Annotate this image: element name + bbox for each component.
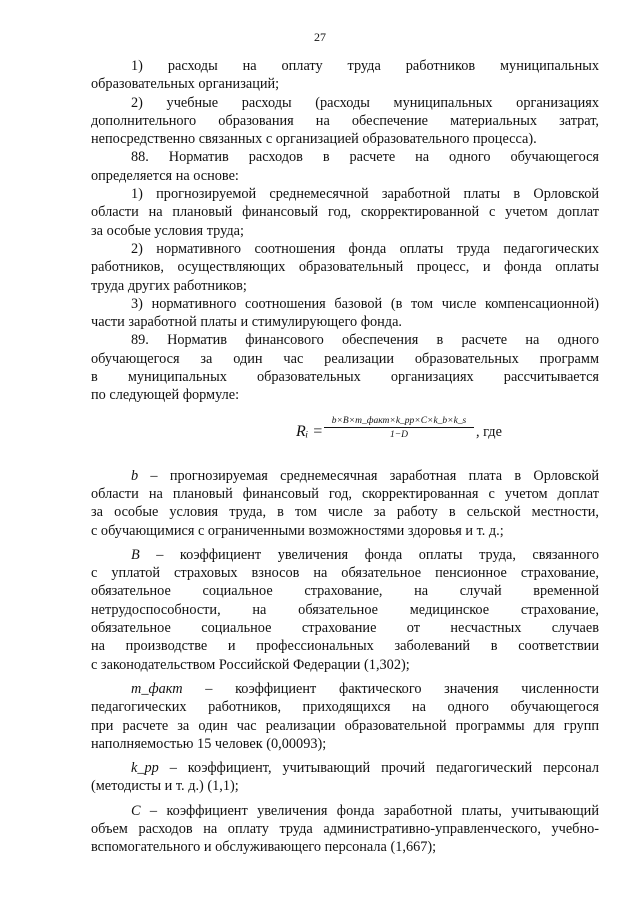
document-body [91,57,599,863]
text-line: обучающегося за один час реализации образовательных программ [91,350,599,367]
paragraph-gap [91,857,599,863]
text-line: 89. Норматив финансового обеспечения в расчете на одного [131,332,599,349]
definition-line [91,802,599,820]
definition-text: обязательное социальное страхование от несчастных случаев [91,620,599,637]
definition-text: нетрудоспособности, на обязательное медицинское страхование, [91,601,599,618]
text-line: труда других работников; [91,277,247,294]
definition-symbol: k_pp [131,760,159,777]
definition-line [91,680,599,698]
definition-text: при расчете за один час реализации образовательной программы для групп [91,717,599,734]
text-line: непосредственно связанных с организацией образовательного процесса). [91,131,537,148]
definition-text: наполняемостью 15 человек (0,00093); [91,735,327,752]
definition-text: (методисты и т. д.) (1,1); [91,778,239,795]
definition-text: – коэффициент увеличения фонда заработной платы, учитывающий [140,802,599,819]
definition-text: на производстве и профессиональных заболеваний в соответствии [91,638,599,655]
definition-line [91,582,599,600]
definition-text: – коэффициент фактического значения численности [182,680,599,697]
text-line: части заработной платы и стимулирующего фонда. [91,314,402,331]
text-line: по следующей формуле: [91,387,240,404]
text-line: 1) расходы на оплату труда работников муниципальных [131,58,599,74]
text-line: 3) нормативного соотношения базовой (в том числе компенсационной) [131,295,599,312]
text-line: в муниципальных образовательных организациях рассчитывается [91,369,599,386]
formula-tail: , где [476,423,502,440]
definition-text: с обучающимися с ограниченными возможностями здоровья и т. д.; [91,522,504,539]
definition-line [91,601,599,619]
definition-text: – коэффициент увеличения фонда оплаты труда, связанного [139,546,599,563]
definition-line [91,759,599,777]
definition-line [91,485,599,503]
definition-symbol: m_факт [131,680,183,697]
text-line: 2) учебные расходы (расходы муниципальных организациях [131,94,599,111]
definition-line [91,503,599,521]
intro-text [91,57,599,405]
definition-line [91,637,599,655]
definition-text: области на плановый финансовый год, скорректированная с учетом доплат [91,485,599,502]
definition-text: вспомогательного и обслуживающего персонала (1,667); [91,839,437,856]
page-number: 27 [314,30,326,44]
definition-line [91,656,599,674]
text-line: дополнительного образования на обеспечение материальных затрат, [91,112,599,129]
text-line: области на плановый финансовый год, скорректированной с учетом доплат [91,204,599,221]
formula-fraction [324,416,474,440]
definition-line [91,619,599,637]
definition-line [91,717,599,735]
definition-line [91,546,599,564]
definition-line [91,698,599,716]
text-line: работников, осуществляющих образовательный процесс, и фонда оплаты [91,259,599,276]
text-line: за особые условия труда; [91,222,244,239]
text-line: определяется на основе: [91,167,239,184]
definition-symbol: B [131,546,140,563]
definition-text: педагогических работников, приходящихся на одного обучающегося [91,699,599,716]
text-line: 2) нормативного соотношения фонда оплаты труда педагогических [131,240,599,257]
definition-line [91,735,599,753]
definition-symbol: b [131,467,139,484]
definition-text: – коэффициент, учитывающий прочий педагогический персонал [158,760,599,777]
definition-line [91,820,599,838]
formula-denominator: 1−D [389,429,409,440]
definition-symbol: C [131,802,141,819]
definition-line [91,467,599,485]
definition-line [91,838,599,856]
formula [91,413,599,453]
formula-lhs: Rᵢ = [296,422,324,440]
definition-text: – прогнозируемая среднемесячная заработная плата в Орловской [138,467,599,484]
definition-line [91,564,599,582]
definition-text: объем расходов на оплату труда административно-управленческого, учебно- [91,820,599,837]
definition-text: с законодательством Российской Федерации (1,302); [91,656,410,673]
text-line: 88. Норматив расходов в расчете на одного обучающегося [131,149,599,166]
definition-line [91,522,599,540]
definition-text: с уплатой страховых взносов на обязательное пенсионное страхование, [91,565,599,582]
definition-line [91,777,599,795]
definition-text: за особые условия труда, в том числе за работу в сельской местности, [91,504,599,521]
definition-text: обязательное социальное страхование, на случай временной [91,583,599,600]
formula-numerator: b×B×m_факт×k_pp×C×k_b×k_s [324,416,474,428]
text-line: 1) прогнозируемой среднемесячной заработной платы в Орловской [131,186,599,203]
definitions [91,467,599,863]
text-line: образовательных организаций; [91,76,280,93]
